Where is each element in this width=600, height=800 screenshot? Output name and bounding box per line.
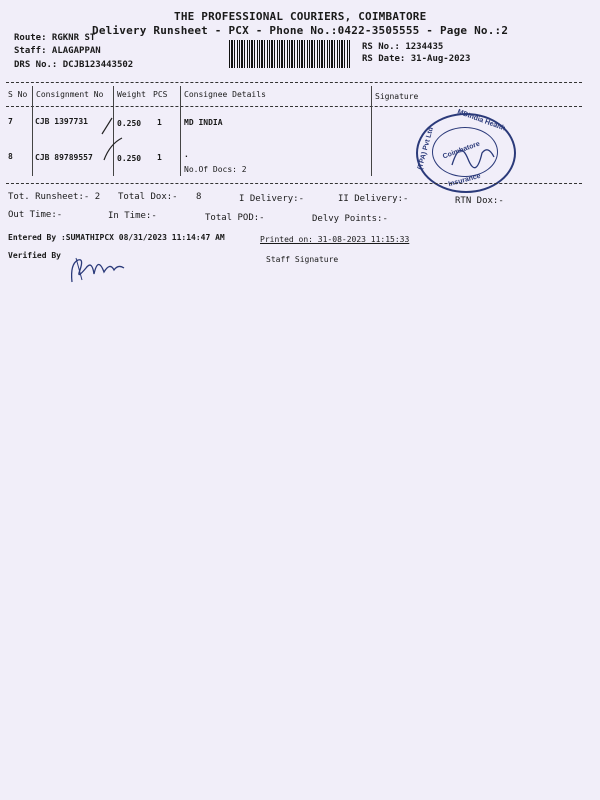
- handwritten-ticks: [96, 110, 126, 170]
- column-line: [371, 86, 372, 176]
- row-sno: 8: [8, 152, 13, 161]
- drs-number: DRS No.: DCJB123443502: [14, 60, 134, 70]
- printed-on: Printed on: 31-08-2023 11:15:33: [260, 235, 410, 244]
- row-weight: 0.250: [117, 154, 142, 163]
- column-header-sno: S No: [8, 90, 28, 99]
- barcode: [229, 40, 351, 68]
- out-time: Out Time:-: [8, 210, 63, 220]
- company-title: THE PROFESSIONAL COURIERS, COIMBATORE: [174, 10, 427, 23]
- delvy-points: Delvy Points:-: [312, 214, 388, 224]
- total-pod: Total POD:-: [205, 213, 265, 223]
- verified-by: Verified By: [8, 251, 61, 260]
- staff-label: Staff: ALAGAPPAN: [14, 46, 101, 56]
- row-consignee: MD INDIA: [184, 118, 223, 127]
- row-pcs: 1: [157, 118, 162, 127]
- verifier-signature: [66, 250, 128, 286]
- rtn-dox: RTN Dox:-: [455, 196, 504, 206]
- column-header-weight: Weight: [117, 90, 146, 99]
- row-consignment: CJB 89789557: [35, 153, 93, 162]
- stamp-text-center: Coimbatore: [441, 140, 481, 161]
- no-of-docs: No.Of Docs: 2: [184, 165, 247, 174]
- rs-date: RS Date: 31-Aug-2023: [362, 54, 471, 64]
- route-label: Route: RGKNR ST: [14, 33, 96, 43]
- total-runsheet: Tot. Runsheet:- 2: [8, 192, 101, 202]
- column-line: [180, 86, 181, 176]
- stamp-text-top: MDIndia Health: [456, 108, 507, 133]
- rs-number: RS No.: 1234435: [362, 42, 444, 52]
- staff-signature-label: Staff Signature: [266, 255, 339, 264]
- company-stamp: [416, 108, 516, 193]
- row-consignment: CJB 1397731: [35, 117, 88, 126]
- runsheet-subtitle: Delivery Runsheet - PCX - Phone No.:0422-3505555 - Page No.:2: [92, 24, 509, 37]
- row-pcs: 1: [157, 153, 162, 162]
- in-time: In Time:-: [108, 211, 157, 221]
- ii-delivery: II Delivery:-: [338, 194, 409, 204]
- column-line: [32, 86, 33, 176]
- total-dox-label: Total Dox:-: [118, 192, 178, 202]
- row-weight: 0.250: [117, 119, 142, 128]
- column-header-consignee: Consignee Details: [184, 90, 266, 99]
- total-dox-value: 8: [196, 192, 202, 202]
- divider: [6, 82, 582, 83]
- i-delivery: I Delivery:-: [239, 194, 305, 204]
- divider: [6, 106, 582, 107]
- column-header-consignment: Consignment No: [36, 90, 104, 99]
- column-header-pcs: PCS: [153, 90, 168, 99]
- entered-by: Entered By :SUMATHIPCX 08/31/2023 11:14:47 AM: [8, 233, 225, 242]
- stamp-text-left: (TPA) Pvt Ltd: [416, 126, 435, 171]
- divider: [6, 183, 582, 184]
- row-sno: 7: [8, 117, 13, 126]
- column-header-signature: Signature: [375, 92, 419, 101]
- row-consignee: .: [184, 150, 189, 159]
- stamp-signature: [448, 135, 498, 175]
- stamp-text-bottom: Insurance: [447, 172, 482, 189]
